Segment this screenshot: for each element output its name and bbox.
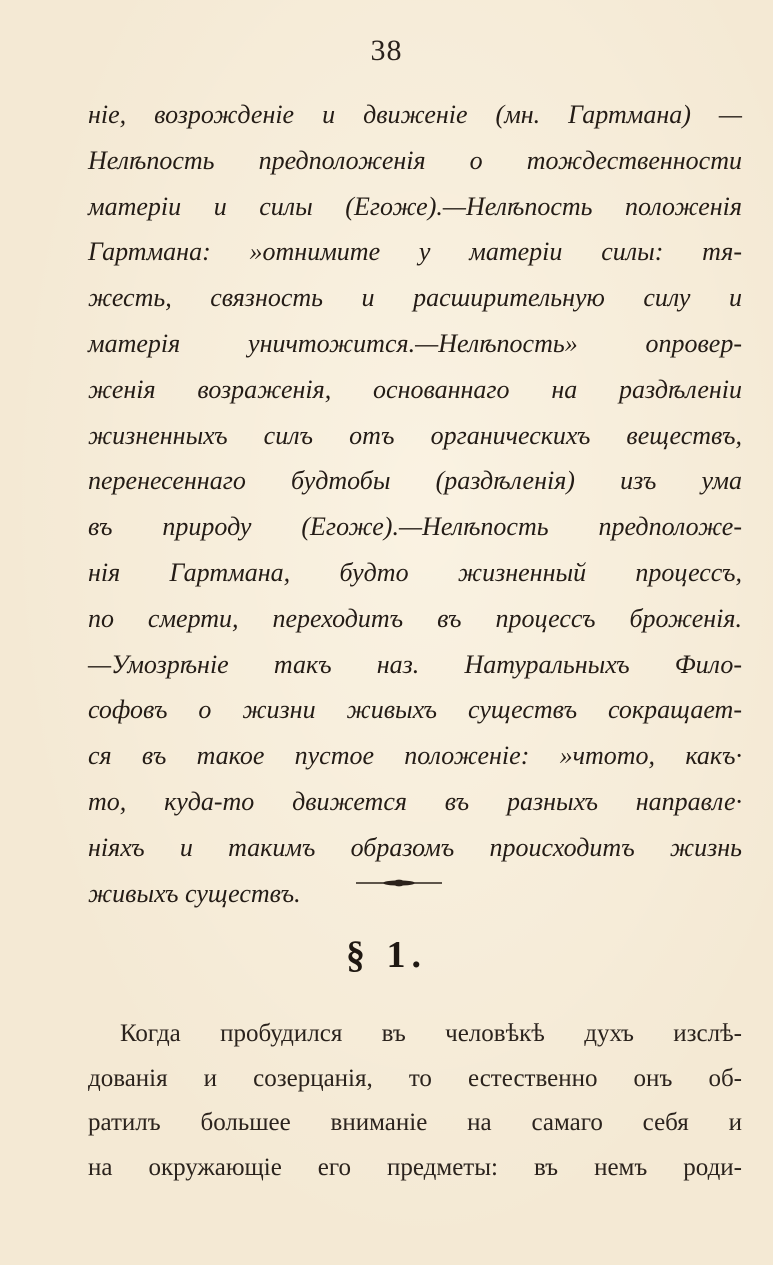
summary-line: жизненныхъ силъ отъ органическихъ веществъ,: [88, 420, 742, 450]
section-heading: § 1.: [346, 934, 427, 976]
summary-line: ніяхъ и такимъ образомъ происходитъ жизнь: [88, 832, 742, 862]
body-text: [88, 1012, 742, 1190]
chapter-summary: [88, 92, 742, 916]
summary-line: Нелѣпость предположенія о тождественности: [88, 145, 742, 175]
summary-line: ніе, возрожденіе и движеніе (мн. Гартмана) —: [88, 100, 742, 129]
page-number: 38: [370, 34, 403, 67]
summary-line: —Умозрѣніе такъ наз. Натуральныхъ Фило-: [88, 649, 742, 679]
summary-line: перенесеннаго будтобы (раздѣленія) изъ ума: [88, 466, 742, 496]
summary-line: въ природу (Егоже).—Нелѣпость предположе-: [88, 512, 742, 542]
summary-line: софовъ о жизни живыхъ существъ сокращает-: [88, 695, 742, 725]
summary-line: живыхъ существъ.: [88, 878, 301, 908]
summary-line: нія Гартмана, будто жизненный процессъ,: [88, 557, 742, 587]
ornamental-divider: [354, 879, 444, 887]
summary-line: женія возраженія, основаннаго на раздѣленіи: [88, 374, 742, 404]
summary-line: матерія уничтожится.—Нелѣпость» опровер-: [88, 328, 742, 358]
summary-line: ся въ такое пустое положеніе: »чтото, какъ·: [88, 741, 742, 771]
summary-line: то, куда-то движется въ разныхъ направле·: [88, 786, 742, 816]
summary-line: жесть, связность и расширительную силу и: [88, 283, 742, 313]
summary-line: матеріи и силы (Егоже).—Нелѣпость положенія: [88, 191, 742, 221]
body-line: на окружающіе его предметы: въ немъ роди-: [88, 1153, 742, 1181]
body-line: дованія и созерцанія, то естественно онъ об-: [88, 1064, 742, 1092]
summary-line: по смерти, переходитъ въ процессъ броженія.: [88, 603, 742, 633]
body-line: ратилъ большее вниманіе на самаго себя и: [88, 1109, 742, 1136]
body-line: Когда пробудился въ человѣкѣ духъ изслѣ-: [120, 1020, 742, 1047]
summary-line: Гартмана: »отнимите у матеріи силы: тя-: [88, 237, 742, 267]
